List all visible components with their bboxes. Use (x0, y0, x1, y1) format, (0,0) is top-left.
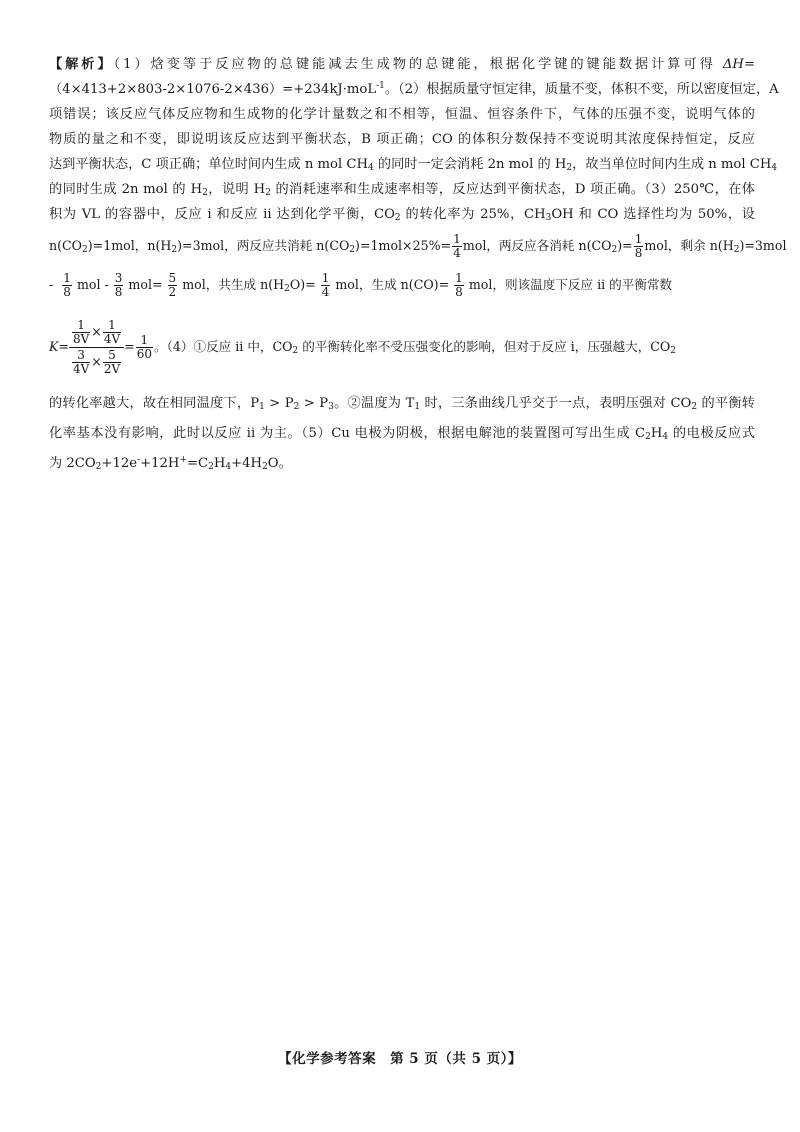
fraction: $\frac{1}{8}$ (634, 231, 643, 260)
text-line: 物质的量之和不变，即说明该反应达到平衡状态，B 项正确；CO 的体积分数保持不变说明其浓度保持恒定，反应 (49, 132, 755, 147)
fraction: $\frac{1}{8}$ (63, 270, 71, 299)
fraction: $\frac{1}{4}$ (453, 231, 461, 260)
fraction: $\frac{1}{8}$ (455, 270, 463, 299)
k-expression: $\frac{1}{8V}$ × $\frac{1}{4V}$ $\frac{3}{4V}$ × $\frac{5}{2V}$ (69, 319, 124, 377)
analysis-label: 【解析】 (49, 57, 114, 72)
text-line: 项错误；该反应气体反应物和生成物的化学计量数之和不相等，恒温、恒容条件下，气体的压强不变，说明气体的 (49, 107, 755, 122)
fraction: $\frac{1}{4}$ (321, 270, 330, 299)
text-line: 为 $2CO_2+12e^-+12H^+=C_2H_4+4H_2O$。 (49, 455, 292, 472)
equilibrium-constant-line: K= $\frac{1}{8V}$ × $\frac{1}{4V}$ $\frac{3}{4V}$ × $\frac{5}{2V}$ = $\frac{1}{60}$ 。（4）①反应 ii 中，$CO_2$ 的平衡转化率不受压强变化的影响，但对于反应 i，压强越大，$CO_2$ (49, 317, 676, 377)
fraction: $\frac{1}{60}$ (136, 332, 152, 361)
text-line: 化率基本没有影响，此时以反应 ii 为主。（5）Cu 电极为阴极，根据电解池的装置图可写出生成 $C_2H_4$ 的电极反应式 (49, 426, 755, 442)
text-line: 【解析】（1）焓变等于反应物的总键能减去生成物的总键能，根据化学键的键能数据计算可得 ΔH= (49, 57, 755, 72)
text-line: 的同时生成 2n mol 的 $H_2$，说明 $H_2$ 的消耗速率和生成速率相等，反应达到平衡状态，D 项正确。（3）250℃，在体 (49, 182, 755, 198)
text-line: $n(CO_2)=1mol$，$n(H_2)=3mol$，两反应共消耗 $n(CO_2)=1mol\times 25\%=$ $\frac{1}{4}$ mol，两反应各消耗 $n(CO_2)=$ $\frac{1}{8}$ mol，剩余 $n(H_2)=3mol$ (49, 231, 787, 260)
fraction: $\frac{5}{2V}$ (103, 348, 121, 377)
fraction: $\frac{3}{8}$ (114, 270, 123, 299)
fraction: $\frac{1}{8V}$ (72, 317, 90, 346)
fraction: $\frac{5}{2}$ (168, 270, 177, 299)
text-line: - $\frac{1}{8}$ mol - $\frac{3}{8}$ mol= $\frac{5}{2}$ mol，共生成 $n(H_2O)=$ $\frac{1}{4}$ mol，生成 n(CO)= $\frac{1}{8}$ mol，则该温度下反应 ii 的平衡常数 (49, 270, 673, 299)
text-line: 积为 VL 的容器中，反应 i 和反应 ii 达到化学平衡，$CO_2$ 的转化率为 25%，$CH_3OH$ 和 CO 选择性均为 50%，设 (49, 207, 755, 223)
fraction: $\frac{1}{4V}$ (103, 317, 121, 346)
text-line: 的转化率越大，故在相同温度下，$P_1 > P_2 > P_3$。②温度为 $T_1$ 时，三条曲线几乎交于一点，表明压强对 $CO_2$ 的平衡转 (49, 396, 755, 412)
text-line: 达到平衡状态，C 项正确；单位时间内生成 n mol $CH_4$ 的同时一定会消耗 2n mol 的 $H_2$，故当单位时间内生成 n mol $CH_4$ (49, 157, 778, 173)
fraction: $\frac{3}{4V}$ (72, 348, 90, 377)
page-footer: 【化学参考答案 第 5 页（共 5 页）】 (278, 1051, 522, 1067)
analysis-text (49, 52, 787, 479)
text-line: （4×413+2×803-2×1076-2×436）=+234kJ·moL$^{-1}$。（2）根据质量守恒定律，质量不变，体积不变，所以密度恒定，A (49, 81, 779, 97)
